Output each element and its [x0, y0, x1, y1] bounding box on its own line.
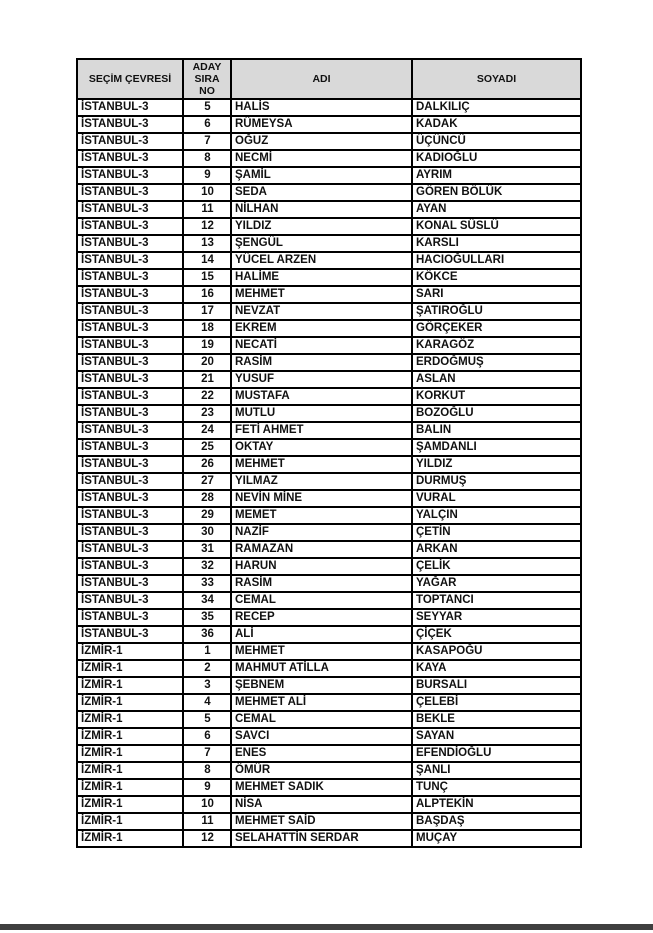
table-row: [77, 116, 581, 133]
cell-election-district: İSTANBUL-3: [77, 218, 183, 235]
cell-candidate-order-no: 18: [183, 320, 231, 337]
cell-surname: KORKUT: [412, 388, 581, 405]
cell-election-district: İSTANBUL-3: [77, 456, 183, 473]
cell-first-name: NEVZAT: [231, 303, 412, 320]
cell-first-name: YILMAZ: [231, 473, 412, 490]
table-row: [77, 371, 581, 388]
cell-candidate-order-no: 10: [183, 796, 231, 813]
cell-surname: BOZOĞLU: [412, 405, 581, 422]
cell-election-district: İZMİR-1: [77, 728, 183, 745]
cell-first-name: MUSTAFA: [231, 388, 412, 405]
page-bottom-edge: [0, 924, 653, 930]
cell-candidate-order-no: 3: [183, 677, 231, 694]
table-row: [77, 439, 581, 456]
cell-first-name: ALİ: [231, 626, 412, 643]
cell-first-name: MEHMET: [231, 286, 412, 303]
cell-surname: SARI: [412, 286, 581, 303]
cell-election-district: İSTANBUL-3: [77, 558, 183, 575]
cell-election-district: İSTANBUL-3: [77, 320, 183, 337]
cell-first-name: NİLHAN: [231, 201, 412, 218]
cell-election-district: İSTANBUL-3: [77, 422, 183, 439]
cell-candidate-order-no: 10: [183, 184, 231, 201]
cell-surname: TOPTANCI: [412, 592, 581, 609]
cell-surname: VURAL: [412, 490, 581, 507]
table-row: [77, 405, 581, 422]
cell-candidate-order-no: 34: [183, 592, 231, 609]
table-row: [77, 592, 581, 609]
cell-first-name: HALİME: [231, 269, 412, 286]
cell-surname: SEYYAR: [412, 609, 581, 626]
cell-candidate-order-no: 8: [183, 762, 231, 779]
table-row: [77, 677, 581, 694]
cell-election-district: İZMİR-1: [77, 694, 183, 711]
cell-candidate-order-no: 15: [183, 269, 231, 286]
table-row: [77, 694, 581, 711]
cell-election-district: İZMİR-1: [77, 830, 183, 847]
table-row: [77, 167, 581, 184]
cell-surname: KÖKCE: [412, 269, 581, 286]
cell-surname: KADIOĞLU: [412, 150, 581, 167]
table-row: [77, 728, 581, 745]
cell-candidate-order-no: 5: [183, 711, 231, 728]
cell-candidate-order-no: 7: [183, 745, 231, 762]
cell-surname: ÇELEBİ: [412, 694, 581, 711]
table-row: [77, 745, 581, 762]
cell-candidate-order-no: 7: [183, 133, 231, 150]
cell-election-district: İSTANBUL-3: [77, 133, 183, 150]
cell-first-name: MEHMET SADIK: [231, 779, 412, 796]
cell-election-district: İSTANBUL-3: [77, 167, 183, 184]
cell-first-name: MEHMET ALİ: [231, 694, 412, 711]
cell-candidate-order-no: 5: [183, 99, 231, 116]
cell-surname: KARSLI: [412, 235, 581, 252]
cell-surname: GÖRÇEKER: [412, 320, 581, 337]
cell-election-district: İSTANBUL-3: [77, 303, 183, 320]
table-row: [77, 269, 581, 286]
table-row: [77, 133, 581, 150]
cell-candidate-order-no: 23: [183, 405, 231, 422]
table-row: [77, 303, 581, 320]
cell-first-name: MAHMUT ATİLLA: [231, 660, 412, 677]
cell-election-district: İSTANBUL-3: [77, 99, 183, 116]
cell-election-district: İSTANBUL-3: [77, 286, 183, 303]
table-row: [77, 320, 581, 337]
cell-first-name: NİSA: [231, 796, 412, 813]
cell-surname: DALKILIÇ: [412, 99, 581, 116]
cell-surname: YILDIZ: [412, 456, 581, 473]
table-body: [77, 99, 581, 847]
cell-candidate-order-no: 9: [183, 779, 231, 796]
table-row: [77, 813, 581, 830]
cell-candidate-order-no: 21: [183, 371, 231, 388]
table-row: [77, 388, 581, 405]
header-first-name: ADI: [231, 59, 412, 99]
table-row: [77, 711, 581, 728]
cell-first-name: MEHMET SAİD: [231, 813, 412, 830]
cell-candidate-order-no: 9: [183, 167, 231, 184]
cell-election-district: İSTANBUL-3: [77, 116, 183, 133]
candidate-table: [76, 58, 582, 848]
cell-candidate-order-no: 22: [183, 388, 231, 405]
cell-candidate-order-no: 36: [183, 626, 231, 643]
cell-surname: SAYAN: [412, 728, 581, 745]
cell-first-name: SAVCI: [231, 728, 412, 745]
cell-first-name: HARUN: [231, 558, 412, 575]
header-surname: SOYADI: [412, 59, 581, 99]
cell-first-name: RASİM: [231, 354, 412, 371]
cell-first-name: YÜCEL ARZEN: [231, 252, 412, 269]
cell-election-district: İZMİR-1: [77, 660, 183, 677]
cell-first-name: MEHMET: [231, 643, 412, 660]
cell-first-name: YILDIZ: [231, 218, 412, 235]
cell-candidate-order-no: 25: [183, 439, 231, 456]
table-row: [77, 235, 581, 252]
cell-surname: ŞATIROĞLU: [412, 303, 581, 320]
table-row: [77, 473, 581, 490]
cell-first-name: RÜMEYSA: [231, 116, 412, 133]
cell-election-district: İSTANBUL-3: [77, 252, 183, 269]
table-row: [77, 337, 581, 354]
cell-first-name: CEMAL: [231, 711, 412, 728]
cell-candidate-order-no: 14: [183, 252, 231, 269]
cell-first-name: RASİM: [231, 575, 412, 592]
cell-candidate-order-no: 28: [183, 490, 231, 507]
cell-candidate-order-no: 1: [183, 643, 231, 660]
table-row: [77, 660, 581, 677]
cell-surname: HACIOĞULLARI: [412, 252, 581, 269]
cell-surname: ALPTEKİN: [412, 796, 581, 813]
cell-surname: BURSALI: [412, 677, 581, 694]
cell-candidate-order-no: 4: [183, 694, 231, 711]
cell-election-district: İZMİR-1: [77, 762, 183, 779]
cell-first-name: MEHMET: [231, 456, 412, 473]
cell-candidate-order-no: 13: [183, 235, 231, 252]
cell-election-district: İSTANBUL-3: [77, 150, 183, 167]
table-row: [77, 779, 581, 796]
cell-election-district: İSTANBUL-3: [77, 541, 183, 558]
cell-election-district: İZMİR-1: [77, 779, 183, 796]
cell-election-district: İSTANBUL-3: [77, 235, 183, 252]
table-row: [77, 609, 581, 626]
cell-election-district: İSTANBUL-3: [77, 490, 183, 507]
cell-candidate-order-no: 29: [183, 507, 231, 524]
table-row: [77, 354, 581, 371]
cell-surname: KARAGÖZ: [412, 337, 581, 354]
table-row: [77, 626, 581, 643]
cell-election-district: İSTANBUL-3: [77, 575, 183, 592]
cell-surname: KADAK: [412, 116, 581, 133]
cell-first-name: ŞENGÜL: [231, 235, 412, 252]
cell-surname: YAĞAR: [412, 575, 581, 592]
cell-first-name: MEMET: [231, 507, 412, 524]
table-row: [77, 252, 581, 269]
cell-surname: ÇELİK: [412, 558, 581, 575]
cell-first-name: ŞAMİL: [231, 167, 412, 184]
cell-surname: BALIN: [412, 422, 581, 439]
cell-first-name: FETİ AHMET: [231, 422, 412, 439]
cell-first-name: ÖMÜR: [231, 762, 412, 779]
cell-candidate-order-no: 12: [183, 830, 231, 847]
cell-surname: DURMUŞ: [412, 473, 581, 490]
cell-election-district: İSTANBUL-3: [77, 626, 183, 643]
table-row: [77, 575, 581, 592]
table-row: [77, 490, 581, 507]
cell-first-name: OKTAY: [231, 439, 412, 456]
cell-first-name: NEVİN MİNE: [231, 490, 412, 507]
cell-surname: ŞAMDANLI: [412, 439, 581, 456]
table-row: [77, 558, 581, 575]
cell-election-district: İSTANBUL-3: [77, 405, 183, 422]
cell-election-district: İSTANBUL-3: [77, 184, 183, 201]
cell-candidate-order-no: 2: [183, 660, 231, 677]
cell-candidate-order-no: 6: [183, 116, 231, 133]
cell-first-name: NECATİ: [231, 337, 412, 354]
table-row: [77, 422, 581, 439]
cell-surname: BAŞDAŞ: [412, 813, 581, 830]
cell-election-district: İSTANBUL-3: [77, 609, 183, 626]
cell-first-name: MUTLU: [231, 405, 412, 422]
cell-surname: AYAN: [412, 201, 581, 218]
cell-candidate-order-no: 31: [183, 541, 231, 558]
cell-election-district: İSTANBUL-3: [77, 201, 183, 218]
table-row: [77, 456, 581, 473]
cell-candidate-order-no: 6: [183, 728, 231, 745]
cell-surname: ERDOĞMUŞ: [412, 354, 581, 371]
cell-surname: BEKLE: [412, 711, 581, 728]
cell-candidate-order-no: 19: [183, 337, 231, 354]
table-row: [77, 201, 581, 218]
cell-first-name: RECEP: [231, 609, 412, 626]
cell-election-district: İSTANBUL-3: [77, 507, 183, 524]
cell-first-name: OĞUZ: [231, 133, 412, 150]
cell-surname: MUÇAY: [412, 830, 581, 847]
cell-surname: ARKAN: [412, 541, 581, 558]
cell-surname: AYRIM: [412, 167, 581, 184]
cell-candidate-order-no: 8: [183, 150, 231, 167]
cell-candidate-order-no: 20: [183, 354, 231, 371]
cell-election-district: İZMİR-1: [77, 796, 183, 813]
table-row: [77, 150, 581, 167]
cell-first-name: ŞEBNEM: [231, 677, 412, 694]
cell-election-district: İSTANBUL-3: [77, 269, 183, 286]
header-election-district: SEÇİM ÇEVRESİ: [77, 59, 183, 99]
cell-surname: KONAL SÜSLÜ: [412, 218, 581, 235]
table-row: [77, 524, 581, 541]
table-row: [77, 507, 581, 524]
cell-surname: TUNÇ: [412, 779, 581, 796]
cell-election-district: İSTANBUL-3: [77, 388, 183, 405]
cell-candidate-order-no: 27: [183, 473, 231, 490]
cell-first-name: NAZİF: [231, 524, 412, 541]
cell-candidate-order-no: 12: [183, 218, 231, 235]
cell-election-district: İZMİR-1: [77, 813, 183, 830]
cell-surname: ÇİÇEK: [412, 626, 581, 643]
cell-election-district: İSTANBUL-3: [77, 371, 183, 388]
cell-surname: ASLAN: [412, 371, 581, 388]
cell-candidate-order-no: 24: [183, 422, 231, 439]
cell-surname: ŞANLI: [412, 762, 581, 779]
cell-surname: EFENDİOĞLU: [412, 745, 581, 762]
cell-surname: ÇETİN: [412, 524, 581, 541]
cell-candidate-order-no: 26: [183, 456, 231, 473]
cell-election-district: İZMİR-1: [77, 677, 183, 694]
cell-candidate-order-no: 32: [183, 558, 231, 575]
cell-first-name: EKREM: [231, 320, 412, 337]
cell-first-name: SELAHATTİN SERDAR: [231, 830, 412, 847]
cell-election-district: İSTANBUL-3: [77, 337, 183, 354]
cell-surname: KASAPOĞU: [412, 643, 581, 660]
table-row: [77, 541, 581, 558]
cell-surname: KAYA: [412, 660, 581, 677]
cell-first-name: RAMAZAN: [231, 541, 412, 558]
table-row: [77, 796, 581, 813]
table-row: [77, 643, 581, 660]
header-candidate-order-no: ADAY SIRA NO: [183, 59, 231, 99]
cell-candidate-order-no: 11: [183, 813, 231, 830]
cell-election-district: İSTANBUL-3: [77, 592, 183, 609]
cell-election-district: İSTANBUL-3: [77, 473, 183, 490]
cell-surname: ÜÇÜNCÜ: [412, 133, 581, 150]
cell-candidate-order-no: 11: [183, 201, 231, 218]
cell-election-district: İSTANBUL-3: [77, 524, 183, 541]
cell-first-name: YUSUF: [231, 371, 412, 388]
table-row: [77, 286, 581, 303]
table-row: [77, 762, 581, 779]
cell-candidate-order-no: 33: [183, 575, 231, 592]
table-row: [77, 184, 581, 201]
cell-candidate-order-no: 16: [183, 286, 231, 303]
cell-surname: YALÇIN: [412, 507, 581, 524]
table-row: [77, 99, 581, 116]
cell-election-district: İZMİR-1: [77, 711, 183, 728]
cell-election-district: İZMİR-1: [77, 643, 183, 660]
cell-candidate-order-no: 30: [183, 524, 231, 541]
cell-first-name: ENES: [231, 745, 412, 762]
cell-first-name: CEMAL: [231, 592, 412, 609]
table-header-row: [77, 59, 581, 99]
cell-candidate-order-no: 35: [183, 609, 231, 626]
cell-surname: GÖREN BÖLÜK: [412, 184, 581, 201]
cell-election-district: İSTANBUL-3: [77, 439, 183, 456]
cell-election-district: İZMİR-1: [77, 745, 183, 762]
table-row: [77, 218, 581, 235]
cell-candidate-order-no: 17: [183, 303, 231, 320]
table-row: [77, 830, 581, 847]
cell-first-name: SEDA: [231, 184, 412, 201]
cell-election-district: İSTANBUL-3: [77, 354, 183, 371]
cell-first-name: HALİS: [231, 99, 412, 116]
cell-first-name: NECMİ: [231, 150, 412, 167]
